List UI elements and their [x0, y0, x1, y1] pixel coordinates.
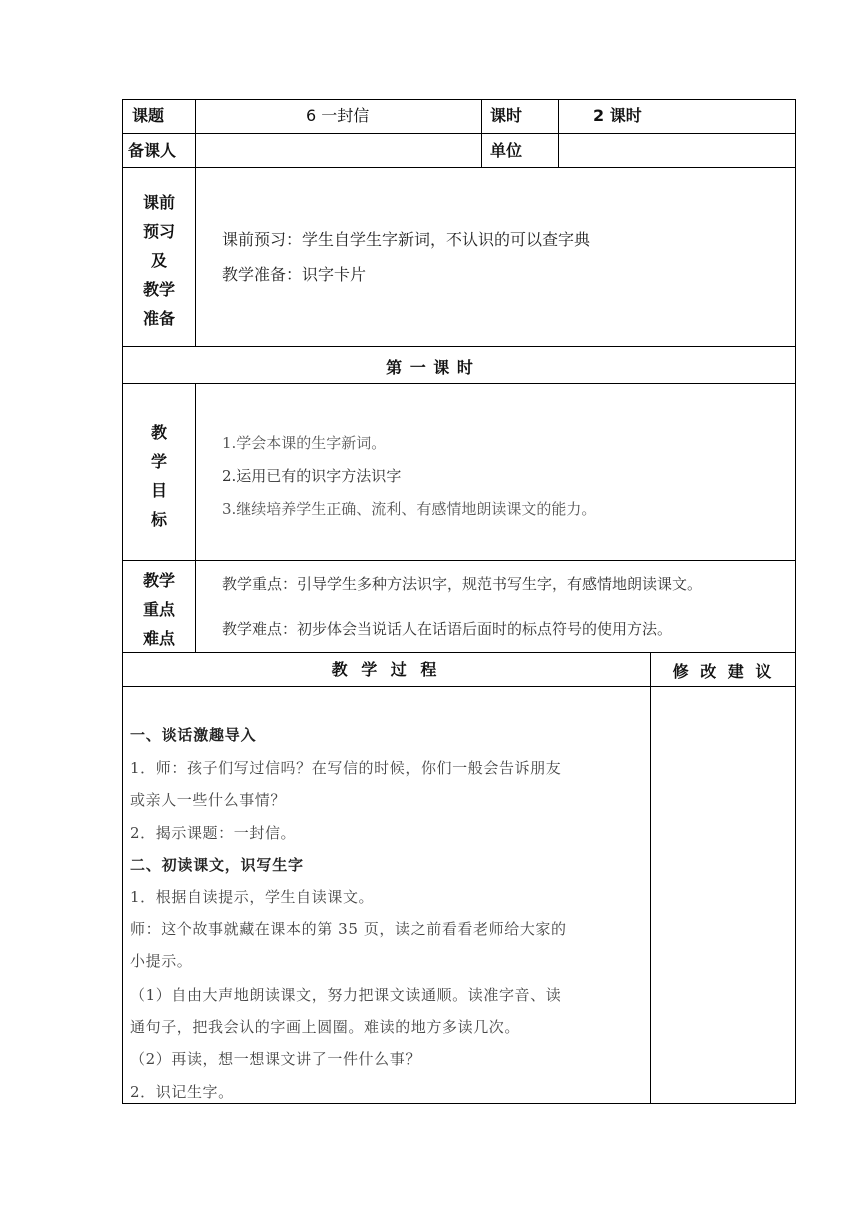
- unit-label: 单位: [490, 141, 523, 160]
- goals-label: [122, 418, 196, 534]
- keypoints-label-line: 重点: [142, 600, 175, 619]
- process-line: 通句子，把我会认的字画上圆圈。难读的地方多读几次。: [130, 1018, 521, 1036]
- key-point-text: 教学重点：引导学生多种方法识字，规范书写生字，有感情地朗读课文。: [222, 575, 703, 593]
- topic-value: 6 一封信: [306, 106, 370, 125]
- process-line: 或亲人一些什么事情？: [130, 791, 287, 809]
- preview-label-line: 教学: [142, 280, 175, 299]
- process-line: 2．识记生字。: [130, 1083, 234, 1101]
- suggestion-title: 修 改 建 议: [672, 662, 775, 681]
- process-line: 1．师：孩子们写过信吗？在写信的时候，你们一般会告诉朋友: [130, 759, 562, 777]
- process-line: （2）再读，想一想课文讲了一件什么事？: [130, 1050, 421, 1068]
- section-heading: 二、初读课文，识写生字: [130, 856, 304, 874]
- keypoints-label-line: 难点: [142, 629, 175, 648]
- preview-label-line: 课前: [142, 193, 175, 212]
- keypoints-label: [122, 566, 196, 653]
- preview-line: 课前预习：学生自学生字新词，不认识的可以查字典: [222, 230, 591, 249]
- process-line: 小提示。: [130, 952, 193, 970]
- preview-label-line: 预习: [142, 222, 175, 241]
- lesson-title: 第 一 课 时: [386, 358, 474, 377]
- process-line: 师：这个故事就藏在课本的第 35 页，读之前看看老师给大家的: [130, 920, 567, 938]
- process-line: 1．根据自读提示，学生自读课文。: [130, 888, 375, 906]
- goals-label-line: 教: [150, 423, 167, 442]
- preview-label-line: 准备: [142, 309, 175, 328]
- preview-label: [122, 188, 196, 333]
- topic-label: 课题: [132, 106, 165, 125]
- keypoints-label-line: 教学: [142, 571, 175, 590]
- goals-label-line: 目: [150, 481, 167, 500]
- goal-item: 3.继续培养学生正确、流利、有感情地朗读课文的能力。: [222, 500, 597, 518]
- goals-label-line: 标: [150, 510, 167, 529]
- preparation-line: 教学准备：识字卡片: [222, 265, 367, 284]
- preview-label-line: 及: [150, 251, 167, 270]
- goals-label-line: 学: [150, 452, 167, 471]
- process-line: （1）自由大声地朗读课文，努力把课文读通顺。读准字音、读: [130, 986, 562, 1004]
- difficulty-text: 教学难点：初步体会当说话人在话语后面时的标点符号的使用方法。: [222, 620, 673, 638]
- period-value: 2 课时: [593, 106, 642, 125]
- goal-item: 2.运用已有的识字方法识字: [222, 467, 402, 485]
- section-heading: 一、谈话激趣导入: [130, 726, 257, 744]
- preparer-label: 备课人: [128, 141, 177, 160]
- process-line: 2．揭示课题：一封信。: [130, 824, 297, 842]
- process-title: 教 学 过 程: [331, 660, 441, 679]
- period-label: 课时: [490, 106, 523, 125]
- goal-item: 1.学会本课的生字新词。: [222, 434, 387, 452]
